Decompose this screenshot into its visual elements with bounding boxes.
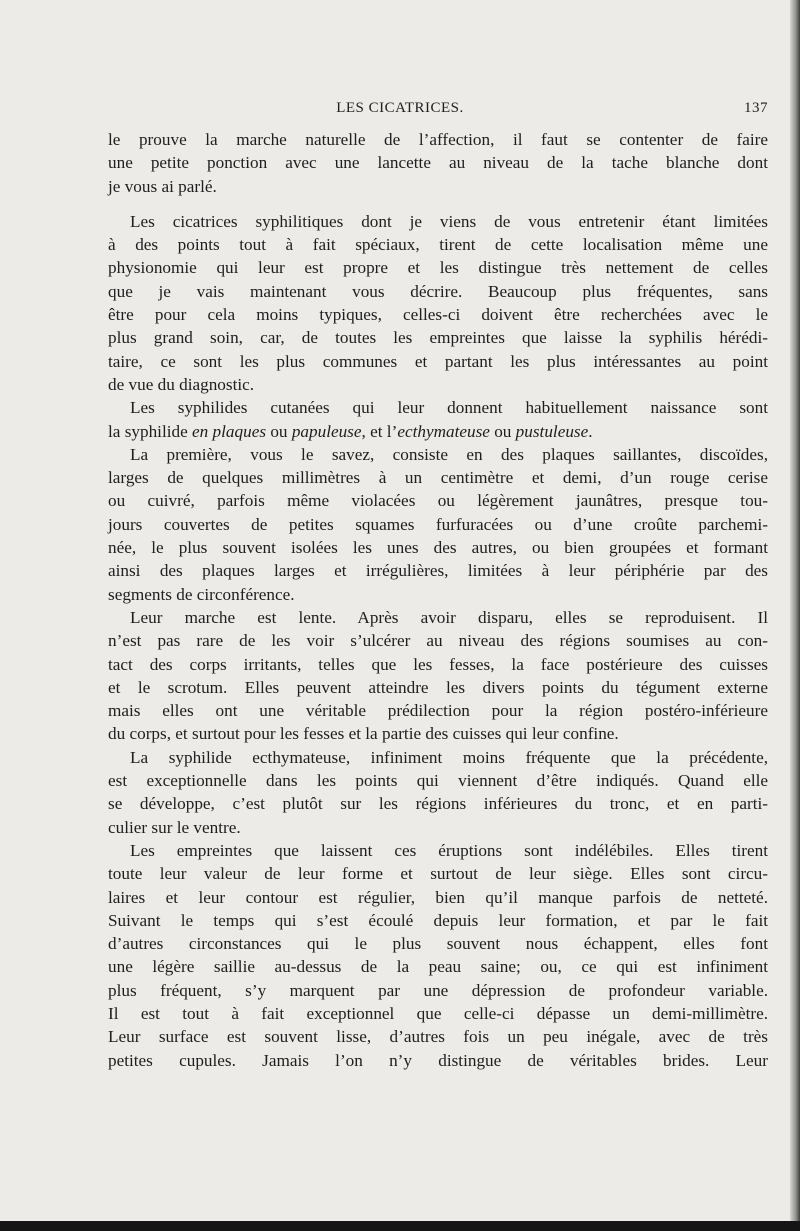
text-run: ou xyxy=(266,421,292,441)
page-number: 137 xyxy=(744,100,768,116)
italic-term: en plaques xyxy=(192,421,267,441)
text-line: plus grand soin, car, de toutes les empreintes que laisse la syphilis hérédi- xyxy=(108,328,768,348)
text-line: ainsi des plaques larges et irrégulières, limitées à leur périphérie par des xyxy=(108,561,768,581)
text-line: taire, ce sont les plus communes et partant les plus intéressantes au point xyxy=(108,351,768,371)
scan-bottom-border xyxy=(0,1221,800,1231)
text-line: tact des corps irritants, telles que les fesses, la face postérieure des cuisses xyxy=(108,654,768,674)
paragraph-gap xyxy=(108,198,768,210)
text-line: Il est tout à fait exceptionnel que celle-ci dépasse un demi-millimètre. xyxy=(108,1003,768,1023)
text-run: , et l’ xyxy=(361,421,398,441)
page-header xyxy=(0,100,800,122)
text-line: Leur marche est lente. Après avoir disparu, elles se reproduisent. Il xyxy=(130,607,768,627)
page-edge-shadow xyxy=(790,0,800,1231)
text-line: segments de circonférence. xyxy=(108,584,295,604)
body-text xyxy=(108,128,768,1072)
text-line-with-italics xyxy=(108,420,768,443)
running-title: LES CICATRICES. xyxy=(336,100,464,116)
text-line: Leur surface est souvent lisse, d’autres fois un peu inégale, avec de très xyxy=(108,1027,768,1047)
text-line: n’est pas rare de les voir s’ulcérer au niveau des régions soumises au con- xyxy=(108,631,768,651)
text-line: une légère saillie au-dessus de la peau saine; ou, ce qui est infiniment xyxy=(108,957,768,977)
text-line: toute leur valeur de leur forme et surtout de leur siège. Elles sont circu- xyxy=(108,864,768,884)
text-line: plus fréquent, s’y marquent par une dépression de profondeur variable. xyxy=(108,980,768,1000)
text-line: née, le plus souvent isolées les unes des autres, ou bien groupées et formant xyxy=(108,538,768,558)
text-line: La syphilide ecthymateuse, infiniment moins fréquente que la précédente, xyxy=(130,747,768,767)
text-run: . xyxy=(588,421,593,441)
text-line: Les cicatrices syphilitiques dont je viens de vous entretenir étant limitées xyxy=(130,211,768,231)
text-line: à des points tout à fait spéciaux, tirent de cette localisation même une xyxy=(108,235,768,255)
text-line: une petite ponction avec une lancette au niveau de la tache blanche dont xyxy=(108,153,768,173)
text-run: ou xyxy=(489,421,516,441)
text-line: je vous ai parlé. xyxy=(108,176,217,196)
text-line: de vue du diagnostic. xyxy=(108,374,255,394)
text-line: petites cupules. Jamais l’on n’y distingue de véritables brides. Leur xyxy=(108,1050,768,1070)
text-line: laires et leur contour est régulier, bien qu’il manque parfois de netteté. xyxy=(108,887,768,907)
text-line: du corps, et surtout pour les fesses et la partie des cuisses qui leur confine. xyxy=(108,724,619,744)
text-line: Les empreintes que laissent ces éruptions sont indélébiles. Elles tirent xyxy=(130,840,768,860)
text-line: d’autres circonstances qui le plus souvent nous échappent, elles font xyxy=(108,934,768,954)
text-line: et le scrotum. Elles peuvent atteindre les divers points du tégument externe xyxy=(108,677,768,697)
text-line: mais elles ont une véritable prédilection pour la région postéro-inférieure xyxy=(108,701,768,721)
text-line: Les syphilides cutanées qui leur donnent habituellement naissance sont xyxy=(130,398,768,418)
text-line: être pour cela moins typiques, celles-ci doivent être recherchées avec le xyxy=(108,305,768,325)
text-line: La première, vous le savez, consiste en des plaques saillantes, discoïdes, xyxy=(130,444,768,464)
text-line: culier sur le ventre. xyxy=(108,817,241,837)
text-line: est exceptionnelle dans les points qui viennent d’être indiqués. Quand elle xyxy=(108,771,768,791)
italic-term: papuleuse xyxy=(291,421,362,441)
text-line: ou cuivré, parfois même violacées ou légèrement jaunâtres, presque tou- xyxy=(108,491,768,511)
text-line: le prouve la marche naturelle de l’affection, il faut se contenter de faire xyxy=(108,130,768,149)
text-line: que je vais maintenant vous décrire. Beaucoup plus fréquentes, sans xyxy=(108,281,768,301)
text-line: se développe, c’est plutôt sur les régions inférieures du tronc, et en parti- xyxy=(108,794,768,814)
text-line: physionomie qui leur est propre et les distingue très nettement de celles xyxy=(108,258,768,278)
italic-term: ecthymateuse xyxy=(397,421,490,441)
text-line: Suivant le temps qui s’est écoulé depuis leur formation, et par le fait xyxy=(108,910,768,930)
text-line: larges de quelques millimètres à un centimètre et demi, d’un rouge cerise xyxy=(108,468,768,488)
text-run: la syphilide xyxy=(108,421,193,441)
italic-term: pustuleuse xyxy=(515,421,589,441)
text-line: jours couvertes de petites squames furfuracées ou d’une croûte parchemi- xyxy=(108,514,768,534)
